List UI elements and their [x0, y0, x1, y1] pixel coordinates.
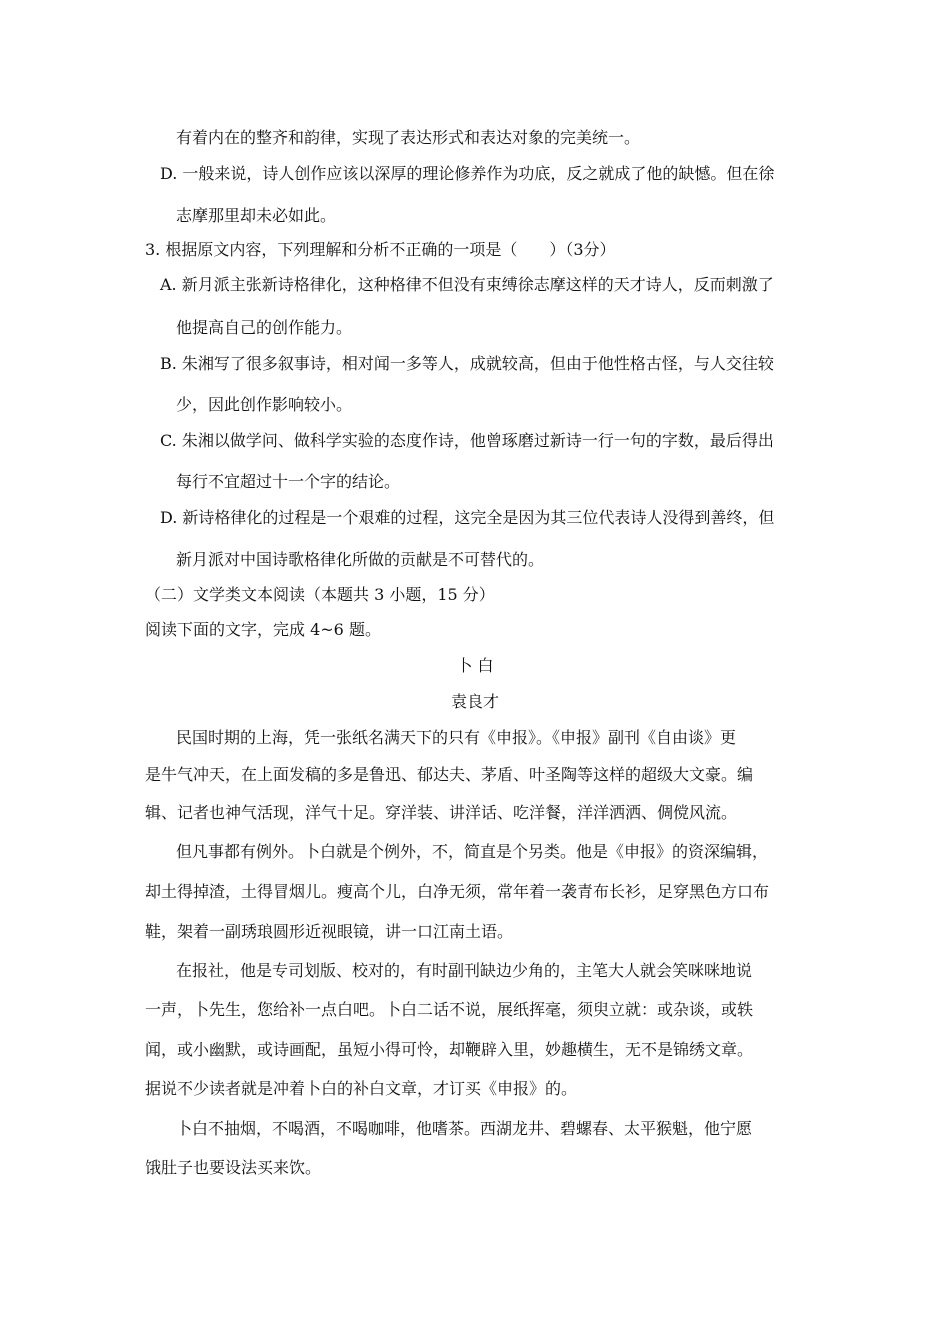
q2-option-d-line2: 志摩那里却未必如此。: [176, 206, 337, 225]
paragraph-1-line-3: 辑、记者也神气活现，洋气十足。穿洋装、讲洋话、吃洋餐，洋洋洒洒、倜傥风流。: [145, 803, 738, 822]
story-title: 卜 白: [456, 656, 494, 675]
q2-option-c-continuation: 有着内在的整齐和韵律，实现了表达形式和表达对象的完美统一。: [176, 128, 641, 147]
paragraph-4-line-2: 饿肚子也要设法买来饮。: [145, 1158, 322, 1177]
q3-option-c-line2: 每行不宜超过十一个字的结论。: [176, 472, 401, 491]
paragraph-4-line-1: 卜白不抽烟，不喝酒，不喝咖啡，他嗜茶。西湖龙井、碧螺春、太平猴魁，他宁愿: [176, 1119, 753, 1138]
q3-option-c-line1: C. 朱湘以做学问、做科学实验的态度作诗，他曾琢磨过新诗一行一句的字数，最后得出: [160, 431, 774, 450]
paragraph-1-line-2: 是牛气冲天，在上面发稿的多是鲁迅、郁达夫、茅盾、叶圣陶等这样的超级大文豪。编: [145, 765, 754, 784]
story-author: 袁良才: [450, 692, 499, 711]
paragraph-2-line-1: 但凡事都有例外。卜白就是个例外，不，简直是个另类。他是《申报》的资深编辑，: [176, 842, 769, 861]
q2-option-d-line1: D. 一般来说，诗人创作应该以深厚的理论修养作为功底，反之就成了他的缺憾。但在徐: [160, 164, 775, 183]
q3-option-a-line1: A. 新月派主张新诗格律化，这种格律不但没有束缚徐志摩这样的天才诗人，反而刺激了: [160, 275, 774, 294]
q3-option-a-line2: 他提高自己的创作能力。: [176, 318, 353, 337]
section-instruction: 阅读下面的文字，完成 4~6 题。: [145, 620, 381, 639]
paragraph-3-line-3: 闻，或小幽默，或诗画配，虽短小得可怜，却鞭辟入里，妙趣横生，无不是锦绣文章。: [145, 1040, 754, 1059]
paragraph-2-line-3: 鞋，架着一副琇琅圆形近视眼镜，讲一口江南土语。: [145, 922, 514, 941]
q3-option-b-line2: 少，因此创作影响较小。: [176, 395, 353, 414]
q3-stem: 3. 根据原文内容，下列理解和分析不正确的一项是（ ）（3分）: [145, 240, 616, 259]
paragraph-2-line-2: 却土得掉渣，土得冒烟儿。瘦高个儿，白净无须，常年着一袭青布长衫，足穿黑色方口布: [145, 882, 770, 901]
paragraph-3-line-2: 一声，卜先生，您给补一点白吧。卜白二话不说，展纸挥毫，须臾立就：或杂谈，或轶: [145, 1000, 754, 1019]
q3-option-d-line1: D. 新诗格律化的过程是一个艰难的过程，这完全是因为其三位代表诗人没得到善终，但: [160, 508, 775, 527]
paragraph-3-line-1: 在报社，他是专司划版、校对的，有时副刊缺边少角的，主笔大人就会笑咪咪地说: [176, 961, 753, 980]
paragraph-3-line-4: 据说不少读者就是冲着卜白的补白文章，才订买《申报》的。: [145, 1079, 578, 1098]
section-heading: （二）文学类文本阅读（本题共 3 小题，15 分）: [145, 585, 495, 604]
paragraph-1-line-1: 民国时期的上海，凭一张纸名满天下的只有《申报》。《申报》副刊《自由谈》更: [176, 728, 737, 747]
q3-option-b-line1: B. 朱湘写了很多叙事诗，相对闻一多等人，成就较高，但由于他性格古怪，与人交往较: [160, 354, 774, 373]
q3-option-d-line2: 新月派对中国诗歌格律化所做的贡献是不可替代的。: [176, 550, 545, 569]
